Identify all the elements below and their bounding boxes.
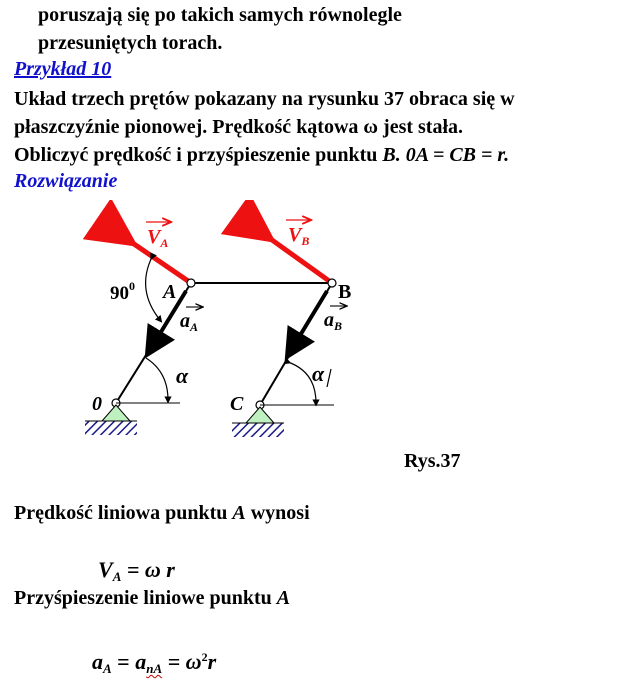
label-b: B bbox=[338, 281, 352, 303]
eq1-rhs: = ω r bbox=[121, 557, 175, 582]
equation-acceleration bbox=[92, 645, 216, 681]
accel-point: A bbox=[276, 587, 291, 609]
label-90: $90^0$ bbox=[110, 279, 135, 304]
solution-label: Rozwiązanie bbox=[14, 170, 118, 192]
example-line-3 bbox=[14, 143, 509, 167]
accel-arrow-b bbox=[293, 291, 327, 347]
label-alpha-2: α bbox=[312, 361, 325, 386]
acceleration-text bbox=[14, 586, 290, 610]
label-c: C bbox=[230, 393, 244, 415]
support-0 bbox=[102, 405, 130, 421]
figure-caption: Rys.37 bbox=[404, 450, 461, 472]
mechanism-figure bbox=[0, 200, 618, 475]
example-line-3-text: Obliczyć prędkość i przyśpieszenie punktu bbox=[14, 144, 383, 166]
eq1-v: V bbox=[98, 557, 113, 582]
eq2-an: a bbox=[135, 649, 147, 674]
accel-text-prefix: Przyśpieszenie liniowe punktu bbox=[14, 587, 277, 609]
intro-line-2: przesuniętych torach. bbox=[38, 32, 223, 54]
eq2-mid: = bbox=[111, 649, 136, 674]
velocity-text bbox=[14, 501, 310, 525]
support-c bbox=[246, 407, 274, 423]
velocity-text-prefix: Prędkość liniowa punktu bbox=[14, 502, 233, 524]
joint-b bbox=[328, 279, 336, 287]
example-line-2: płaszczyźnie pionowej. Prędkość kątowa ω jest stała. bbox=[14, 116, 464, 138]
example-condition: . 0A = CB = r. bbox=[395, 144, 510, 166]
example-point-b: B bbox=[382, 144, 396, 166]
ground-0-hatch bbox=[85, 421, 137, 435]
example-line-1: Układ trzech prętów pokazany na rysunku 37 obraca się w bbox=[14, 88, 515, 110]
equation-velocity bbox=[98, 558, 175, 589]
label-va: $V_A$ bbox=[147, 226, 169, 250]
eq2-a: a bbox=[92, 649, 103, 674]
label-a: A bbox=[163, 281, 177, 303]
label-0: 0 bbox=[92, 393, 102, 415]
eq2-r: r bbox=[207, 649, 217, 674]
eq2-sup: 2 bbox=[201, 650, 208, 664]
example-title: Przykład 10 bbox=[14, 58, 112, 80]
ground-c-hatch bbox=[232, 423, 284, 437]
eq2-rhs: = ω bbox=[162, 649, 202, 674]
intro-line-1: poruszają się po takich samych równolegle bbox=[38, 4, 402, 26]
label-alpha-1: α bbox=[176, 363, 189, 388]
label-accel-b: $a_B$ bbox=[324, 309, 343, 333]
label-accel-a: $a_A$ bbox=[180, 310, 199, 334]
eq2-sub: A bbox=[103, 661, 112, 676]
velocity-text-suffix: wynosi bbox=[245, 502, 310, 524]
eq2-an-sub: nA bbox=[146, 661, 163, 676]
velocity-point: A bbox=[232, 502, 246, 524]
eq1-sub: A bbox=[112, 569, 122, 584]
joint-a bbox=[187, 279, 195, 287]
angle-arc-alpha-1 bbox=[146, 358, 168, 400]
label-vb: $V_B$ bbox=[288, 224, 310, 248]
angle-arc-90 bbox=[146, 257, 160, 320]
